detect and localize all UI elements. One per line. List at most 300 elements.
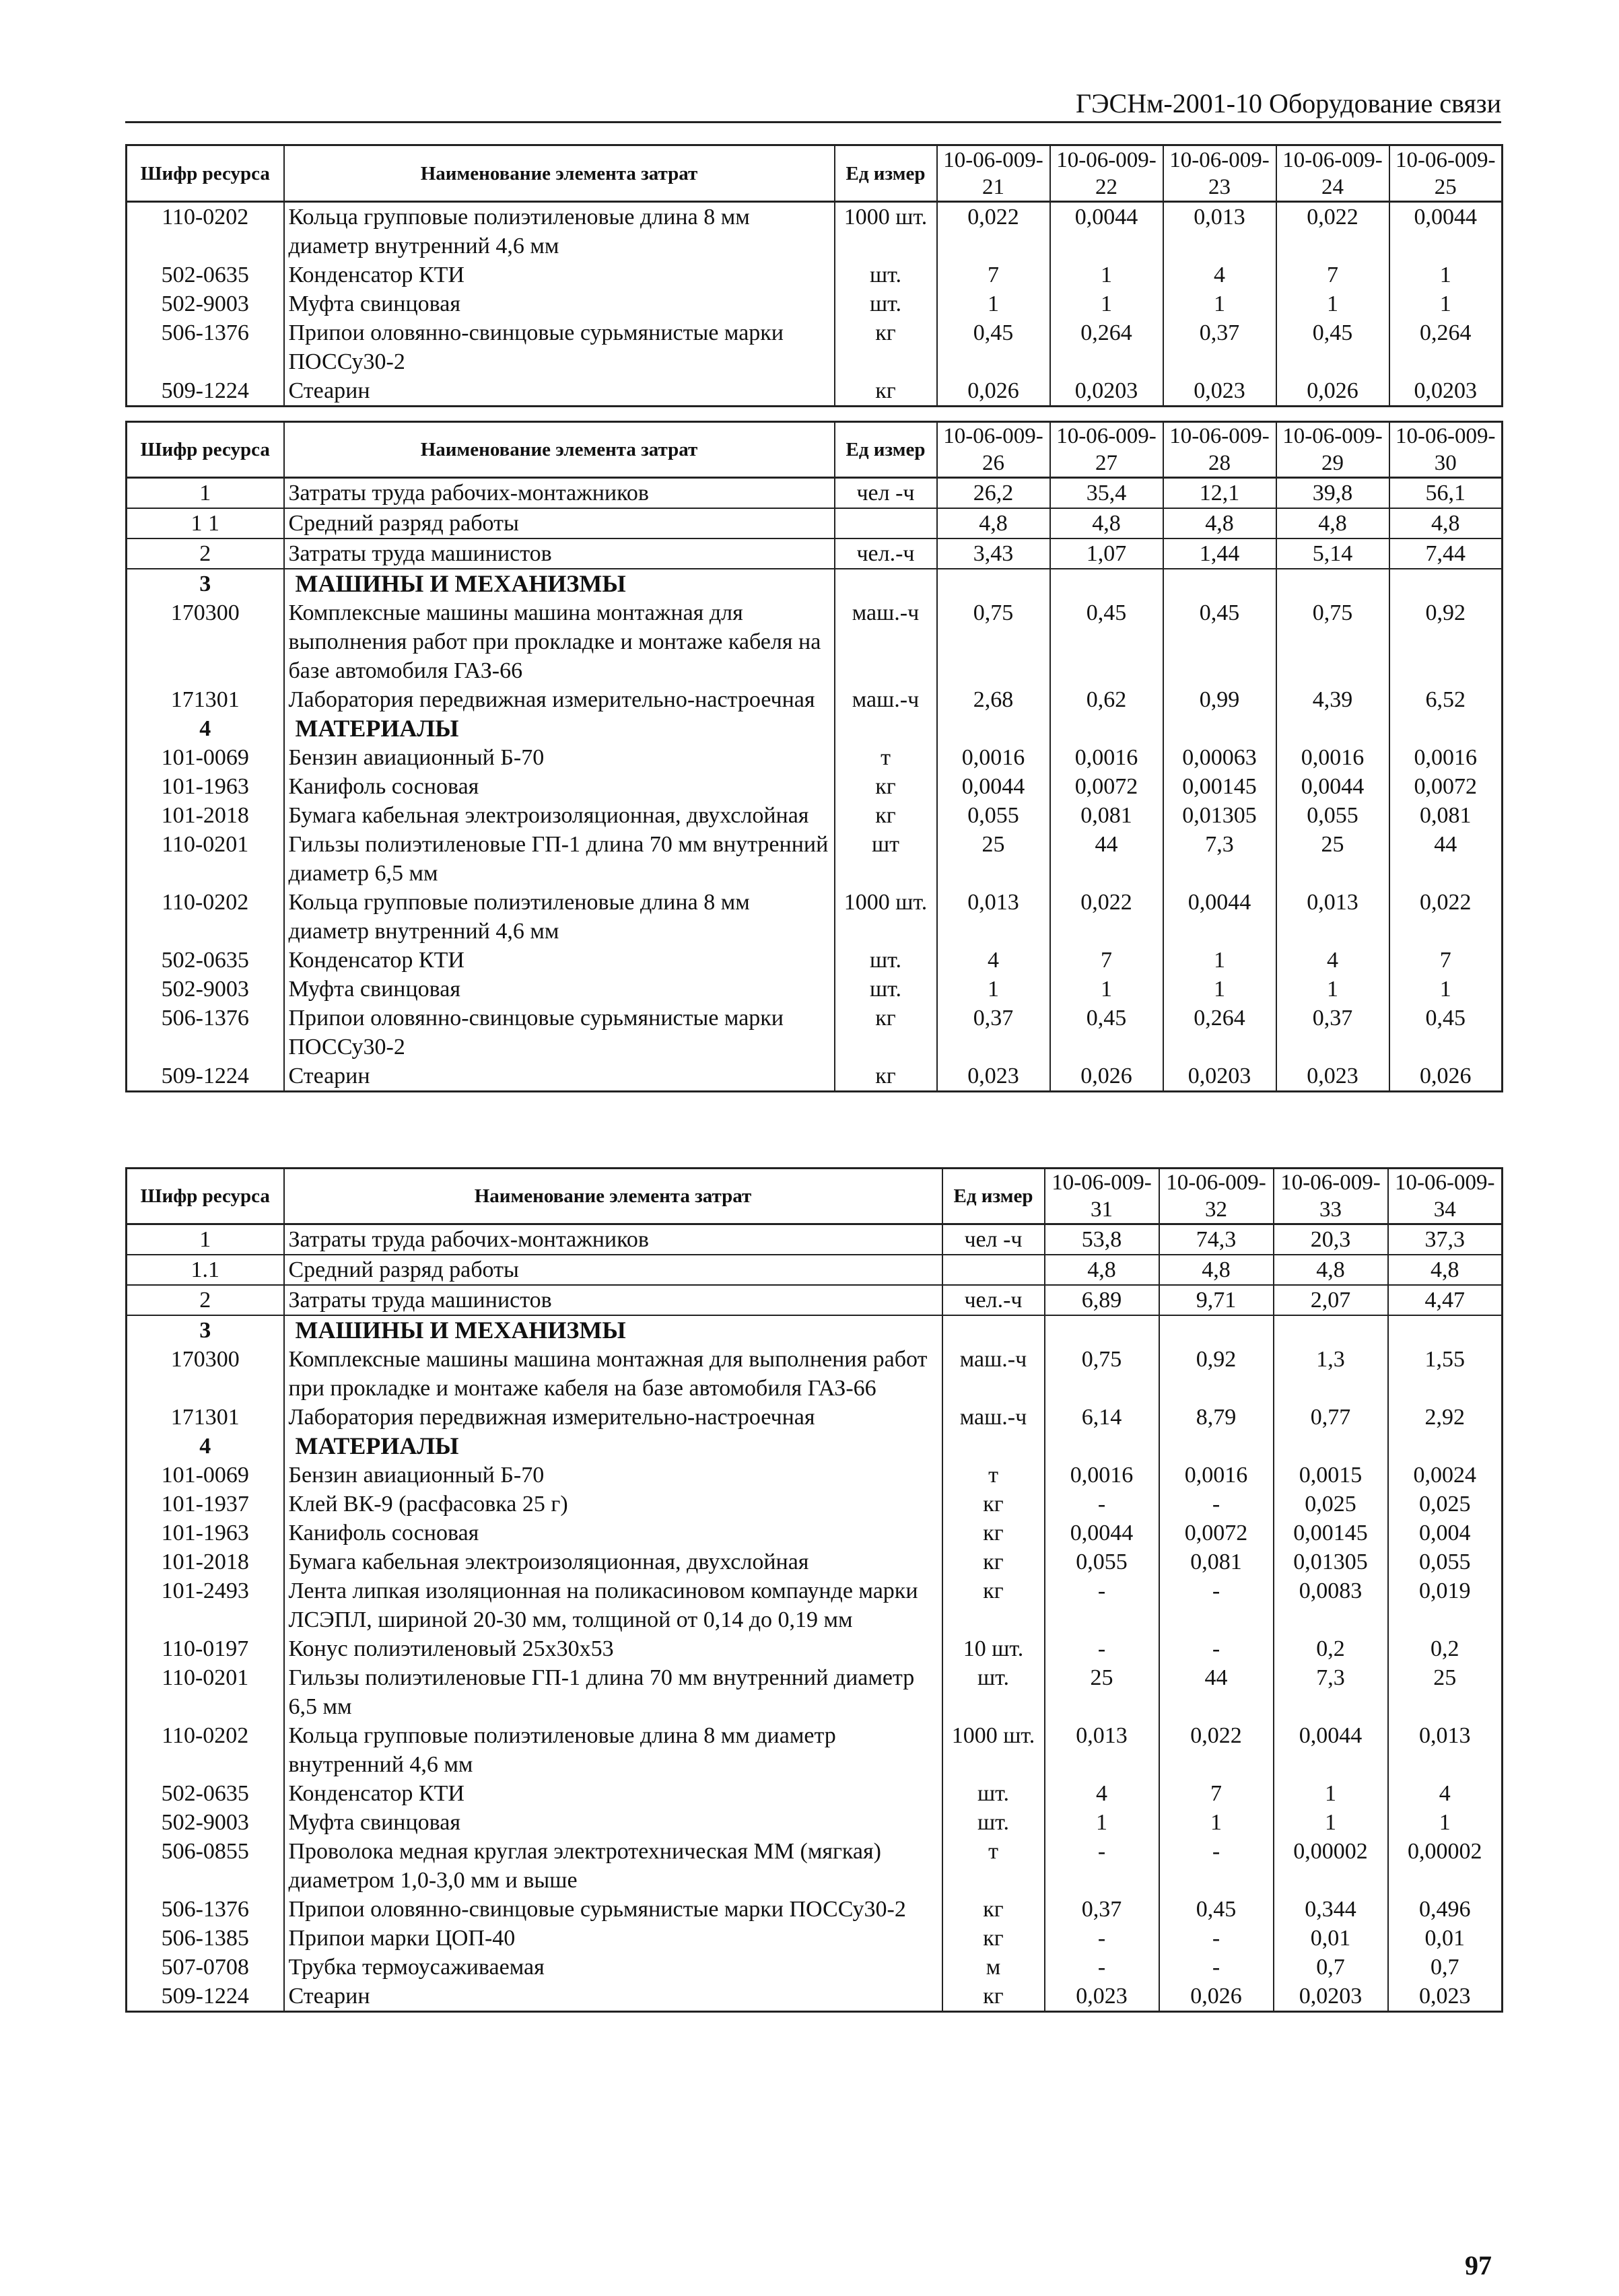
resource-code: 101-1963 <box>127 772 284 801</box>
table-row <box>127 1953 1503 1982</box>
resource-name: Конус полиэтиленовый 25х30х53 <box>284 1634 942 1663</box>
resource-code: 506-1376 <box>127 318 284 376</box>
resource-unit: маш.-ч <box>942 1403 1045 1432</box>
table-row <box>127 946 1503 975</box>
norm-value <box>1389 569 1503 598</box>
column-header-name: Наименование элемента затрат <box>284 422 835 478</box>
resource-unit: кг <box>835 772 937 801</box>
norm-value: 0,45 <box>1050 1004 1163 1062</box>
norm-value: 0,022 <box>1050 888 1163 946</box>
norm-value: 0,081 <box>1159 1547 1274 1576</box>
resource-code: 170300 <box>127 1345 284 1403</box>
resource-name: Канифоль сосновая <box>284 772 835 801</box>
table-row <box>127 260 1503 289</box>
norm-value: 1 <box>1276 289 1389 318</box>
column-header-norm: 10-06-009-23 <box>1163 145 1276 202</box>
norm-value: 1 <box>1389 260 1503 289</box>
norm-value: 0,0203 <box>1050 376 1163 407</box>
resource-unit: кг <box>942 1490 1045 1519</box>
norm-value: 1 <box>1163 975 1276 1004</box>
norm-value: 0,45 <box>937 318 1050 376</box>
norm-value: - <box>1045 1490 1159 1519</box>
norm-value: - <box>1159 1634 1274 1663</box>
resource-name: Средний разряд работы <box>284 1255 942 1285</box>
norm-value: 0,45 <box>1159 1895 1274 1924</box>
table-row <box>127 801 1503 830</box>
resource-unit: кг <box>942 1576 1045 1634</box>
norm-value: 0,00002 <box>1388 1837 1503 1895</box>
resource-unit: м <box>942 1953 1045 1982</box>
table-row <box>127 1808 1503 1837</box>
norm-value: 0,77 <box>1274 1403 1388 1432</box>
norm-value: 0,496 <box>1388 1895 1503 1924</box>
table-row <box>127 1403 1503 1432</box>
resource-name: Клей ВК-9 (расфасовка 25 г) <box>284 1490 942 1519</box>
norm-value <box>1274 1432 1388 1461</box>
norm-value: 0,75 <box>937 598 1050 685</box>
norm-value: 0,01305 <box>1274 1547 1388 1576</box>
resource-code: 1 1 <box>127 508 284 538</box>
norm-value: 0,01 <box>1388 1924 1503 1953</box>
norm-value: - <box>1159 1837 1274 1895</box>
resource-unit: шт. <box>942 1808 1045 1837</box>
resource-unit <box>835 714 937 743</box>
norm-value: 0,023 <box>1388 1982 1503 2012</box>
norm-value: 0,0044 <box>1276 772 1389 801</box>
norm-value: 4,8 <box>1276 508 1389 538</box>
norm-value <box>1163 714 1276 743</box>
resource-code: 507-0708 <box>127 1953 284 1982</box>
column-header-norm: 10-06-009-32 <box>1159 1169 1274 1224</box>
norm-value: 1 <box>1050 289 1163 318</box>
resource-unit: маш.-ч <box>835 598 937 685</box>
norm-value: 0,45 <box>1276 318 1389 376</box>
norm-value: 0,026 <box>1389 1062 1503 1092</box>
resource-name: Затраты труда рабочих-монтажников <box>284 1224 942 1255</box>
resource-unit: 1000 шт. <box>835 888 937 946</box>
resource-name: Припои марки ЦОП-40 <box>284 1924 942 1953</box>
column-header-name: Наименование элемента затрат <box>284 1169 942 1224</box>
resource-unit: шт. <box>835 975 937 1004</box>
norm-value: 0,019 <box>1388 1576 1503 1634</box>
table-row <box>127 1004 1503 1062</box>
norm-value: 0,0015 <box>1274 1461 1388 1490</box>
norm-value: 0,022 <box>1276 202 1389 261</box>
norm-value: 0,0016 <box>937 743 1050 772</box>
norm-value: 4 <box>1163 260 1276 289</box>
resource-unit: т <box>835 743 937 772</box>
norm-value <box>1159 1315 1274 1345</box>
resource-name: Лента липкая изоляционная на поликасиновом компаунде марки ЛСЭПЛ, шириной 20-30 мм, толщиной от 0,14 до 0,19 мм <box>284 1576 942 1634</box>
table-row <box>127 1721 1503 1779</box>
norm-value: 0,45 <box>1050 598 1163 685</box>
resource-name: Канифоль сосновая <box>284 1519 942 1547</box>
table-row <box>127 1255 1503 1285</box>
resource-name: Конденсатор КТИ <box>284 260 835 289</box>
norm-value: 0,344 <box>1274 1895 1388 1924</box>
norm-value: 25 <box>937 830 1050 888</box>
resource-code: 1 <box>127 478 284 509</box>
table-row <box>127 888 1503 946</box>
norm-value: 0,37 <box>1163 318 1276 376</box>
resource-unit: кг <box>835 801 937 830</box>
norm-value: 0,99 <box>1163 685 1276 714</box>
resource-unit: чел -ч <box>835 478 937 509</box>
table-row <box>127 1663 1503 1721</box>
norm-value: 1 <box>1163 946 1276 975</box>
norm-value <box>937 569 1050 598</box>
norm-value: 0,264 <box>1050 318 1163 376</box>
column-header-norm: 10-06-009-25 <box>1389 145 1503 202</box>
table-row <box>127 830 1503 888</box>
resource-unit: шт. <box>942 1779 1045 1808</box>
resource-code: 502-9003 <box>127 975 284 1004</box>
table-row <box>127 1461 1503 1490</box>
resource-code: 170300 <box>127 598 284 685</box>
resource-unit: кг <box>942 1895 1045 1924</box>
resource-name: МАТЕРИАЛЫ <box>284 714 835 743</box>
norm-value: 56,1 <box>1389 478 1503 509</box>
resource-unit: маш.-ч <box>942 1345 1045 1403</box>
norm-value: - <box>1045 1924 1159 1953</box>
table-row <box>127 1982 1503 2012</box>
column-header-norm: 10-06-009-26 <box>937 422 1050 478</box>
resource-name: Гильзы полиэтиленовые ГП-1 длина 70 мм внутренний диаметр 6,5 мм <box>284 1663 942 1721</box>
norm-value: 0,023 <box>937 1062 1050 1092</box>
column-header-norm: 10-06-009-24 <box>1276 145 1389 202</box>
norm-value: 0,01305 <box>1163 801 1276 830</box>
norm-value: 0,0203 <box>1274 1982 1388 2012</box>
table-row <box>127 478 1503 509</box>
table-row <box>127 202 1503 261</box>
column-header-name: Наименование элемента затрат <box>284 145 835 202</box>
resource-code: 509-1224 <box>127 1062 284 1092</box>
norm-value <box>1050 569 1163 598</box>
norm-value: 0,023 <box>1045 1982 1159 2012</box>
norm-value: 4,8 <box>1388 1255 1503 1285</box>
resource-code: 110-0202 <box>127 888 284 946</box>
resource-code: 101-2018 <box>127 1547 284 1576</box>
column-header-unit: Ед измер <box>942 1169 1045 1224</box>
resource-name: Припои оловянно-свинцовые сурьмянистые марки ПОССу30-2 <box>284 1004 835 1062</box>
norm-value: 0,026 <box>1276 376 1389 407</box>
norm-value: 0,081 <box>1389 801 1503 830</box>
resource-name: Бензин авиационный Б-70 <box>284 743 835 772</box>
resource-code: 502-9003 <box>127 1808 284 1837</box>
column-header-norm: 10-06-009-22 <box>1050 145 1163 202</box>
norm-value: 0,7 <box>1274 1953 1388 1982</box>
norm-value: 6,89 <box>1045 1285 1159 1315</box>
resource-name: Бензин авиационный Б-70 <box>284 1461 942 1490</box>
norm-value: 0,2 <box>1388 1634 1503 1663</box>
column-header-unit: Ед измер <box>835 145 937 202</box>
column-header-norm: 10-06-009-30 <box>1389 422 1503 478</box>
resource-name: Проволока медная круглая электротехническая ММ (мягкая) диаметром 1,0-3,0 мм и выше <box>284 1837 942 1895</box>
table-row <box>127 1285 1503 1315</box>
norm-value: 0,0083 <box>1274 1576 1388 1634</box>
norm-value <box>1276 714 1389 743</box>
norm-value: 1 <box>1388 1808 1503 1837</box>
resource-name: Стеарин <box>284 1062 835 1092</box>
resource-code: 502-0635 <box>127 946 284 975</box>
resource-name: Стеарин <box>284 1982 942 2012</box>
column-header-norm: 10-06-009-34 <box>1388 1169 1503 1224</box>
column-header-code: Шифр ресурса <box>127 1169 284 1224</box>
resource-table-3 <box>125 1167 1503 2013</box>
norm-value: 4,8 <box>1389 508 1503 538</box>
norm-value: 1,3 <box>1274 1345 1388 1403</box>
norm-value <box>1389 714 1503 743</box>
table-row <box>127 1924 1503 1953</box>
table-row <box>127 1779 1503 1808</box>
norm-value: - <box>1045 1634 1159 1663</box>
norm-value: 12,1 <box>1163 478 1276 509</box>
resource-code: 509-1224 <box>127 376 284 407</box>
column-header-code: Шифр ресурса <box>127 422 284 478</box>
norm-value: 1 <box>1045 1808 1159 1837</box>
norm-value <box>1045 1432 1159 1461</box>
norm-value: 8,79 <box>1159 1403 1274 1432</box>
norm-value: 44 <box>1389 830 1503 888</box>
resource-code: 101-0069 <box>127 1461 284 1490</box>
resource-unit: кг <box>835 376 937 407</box>
resource-code: 4 <box>127 1432 284 1461</box>
norm-value: 1 <box>1159 1808 1274 1837</box>
norm-value: 39,8 <box>1276 478 1389 509</box>
norm-value: 0,92 <box>1159 1345 1274 1403</box>
norm-value: 0,022 <box>1389 888 1503 946</box>
norm-value: 0,023 <box>1276 1062 1389 1092</box>
table-row <box>127 1576 1503 1634</box>
resource-name: Затраты труда рабочих-монтажников <box>284 478 835 509</box>
table-row <box>127 598 1503 685</box>
resource-code: 101-2493 <box>127 1576 284 1634</box>
norm-value: 0,75 <box>1045 1345 1159 1403</box>
norm-value: 1 <box>1274 1808 1388 1837</box>
resource-name: Конденсатор КТИ <box>284 1779 942 1808</box>
norm-value: 6,52 <box>1389 685 1503 714</box>
resource-name: Затраты труда машинистов <box>284 1285 942 1315</box>
norm-value: - <box>1159 1576 1274 1634</box>
norm-value: 0,0044 <box>937 772 1050 801</box>
norm-value: 0,0016 <box>1045 1461 1159 1490</box>
resource-name: Гильзы полиэтиленовые ГП-1 длина 70 мм внутренний диаметр 6,5 мм <box>284 830 835 888</box>
norm-value: 0,37 <box>937 1004 1050 1062</box>
norm-value: 7,3 <box>1163 830 1276 888</box>
norm-value: 0,023 <box>1163 376 1276 407</box>
resource-unit <box>835 508 937 538</box>
norm-value: 0,75 <box>1276 598 1389 685</box>
resource-name: Бумага кабельная электроизоляционная, двухслойная <box>284 1547 942 1576</box>
resource-name: Лаборатория передвижная измерительно-настроечная <box>284 1403 942 1432</box>
resource-name: Припои оловянно-свинцовые сурьмянистые марки ПОССу30-2 <box>284 1895 942 1924</box>
table-row <box>127 714 1503 743</box>
page-header <box>125 83 1501 123</box>
norm-value: 0,004 <box>1388 1519 1503 1547</box>
resource-unit: кг <box>835 318 937 376</box>
resource-unit: шт. <box>942 1663 1045 1721</box>
resource-code: 506-0855 <box>127 1837 284 1895</box>
norm-value: 9,71 <box>1159 1285 1274 1315</box>
norm-value: 0,62 <box>1050 685 1163 714</box>
column-header-norm: 10-06-009-33 <box>1274 1169 1388 1224</box>
resource-name: Муфта свинцовая <box>284 289 835 318</box>
resource-code: 101-2018 <box>127 801 284 830</box>
resource-code: 110-0202 <box>127 202 284 261</box>
column-header-unit: Ед измер <box>835 422 937 478</box>
norm-value: 0,025 <box>1274 1490 1388 1519</box>
resource-code: 506-1376 <box>127 1895 284 1924</box>
resource-unit: шт. <box>835 289 937 318</box>
resource-name: МАШИНЫ И МЕХАНИЗМЫ <box>284 1315 942 1345</box>
norm-value: 0,0016 <box>1389 743 1503 772</box>
norm-value: 25 <box>1388 1663 1503 1721</box>
column-header-norm: 10-06-009-31 <box>1045 1169 1159 1224</box>
norm-value: 0,026 <box>1050 1062 1163 1092</box>
norm-value: 0,013 <box>1276 888 1389 946</box>
norm-value: 0,055 <box>1388 1547 1503 1576</box>
norm-value: 7 <box>1276 260 1389 289</box>
table-row <box>127 772 1503 801</box>
resource-code: 110-0197 <box>127 1634 284 1663</box>
norm-value: 1 <box>1050 975 1163 1004</box>
resource-code: 3 <box>127 569 284 598</box>
resource-unit <box>942 1255 1045 1285</box>
norm-value: 3,43 <box>937 538 1050 569</box>
norm-value: 0,0072 <box>1050 772 1163 801</box>
norm-value: 4,8 <box>1159 1255 1274 1285</box>
norm-value: 20,3 <box>1274 1224 1388 1255</box>
resource-unit: 10 шт. <box>942 1634 1045 1663</box>
norm-value <box>1274 1315 1388 1345</box>
page-number: 97 <box>1465 2250 1492 2281</box>
norm-value: 0,055 <box>1276 801 1389 830</box>
norm-value: 7 <box>1050 946 1163 975</box>
column-header-norm: 10-06-009-29 <box>1276 422 1389 478</box>
resource-code: 1.1 <box>127 1255 284 1285</box>
norm-value: 0,0203 <box>1389 376 1503 407</box>
resource-code: 506-1385 <box>127 1924 284 1953</box>
resource-code: 509-1224 <box>127 1982 284 2012</box>
norm-value: 2,07 <box>1274 1285 1388 1315</box>
norm-value: 0,2 <box>1274 1634 1388 1663</box>
norm-value: 0,022 <box>1159 1721 1274 1779</box>
table-row <box>127 1490 1503 1519</box>
resource-name: Припои оловянно-свинцовые сурьмянистые марки ПОССу30-2 <box>284 318 835 376</box>
table-row <box>127 1837 1503 1895</box>
norm-value: 25 <box>1276 830 1389 888</box>
resource-unit: кг <box>835 1062 937 1092</box>
norm-value: 4,8 <box>1163 508 1276 538</box>
norm-value: 0,013 <box>1045 1721 1159 1779</box>
norm-value: - <box>1159 1924 1274 1953</box>
norm-value: 7 <box>1389 946 1503 975</box>
norm-value: 0,013 <box>1163 202 1276 261</box>
norm-value: 44 <box>1159 1663 1274 1721</box>
resource-name: Комплексные машины машина монтажная для выполнения работ при прокладке и монтаже кабеля на базе автомобиля ГАЗ-66 <box>284 1345 942 1403</box>
table-row <box>127 1895 1503 1924</box>
norm-value: - <box>1045 1576 1159 1634</box>
resource-name: Трубка термоусаживаемая <box>284 1953 942 1982</box>
resource-name: Комплексные машины машина монтажная для выполнения работ при прокладке и монтаже кабеля на базе автомобиля ГАЗ-66 <box>284 598 835 685</box>
norm-value: 0,0016 <box>1050 743 1163 772</box>
norm-value: 0,45 <box>1163 598 1276 685</box>
resource-unit: кг <box>942 1924 1045 1953</box>
norm-value: 4,8 <box>1274 1255 1388 1285</box>
resource-name: МАТЕРИАЛЫ <box>284 1432 942 1461</box>
norm-value: 0,37 <box>1276 1004 1389 1062</box>
resource-unit: шт. <box>835 946 937 975</box>
norm-value: 35,4 <box>1050 478 1163 509</box>
norm-value: 1 <box>937 975 1050 1004</box>
norm-value: 0,0072 <box>1159 1519 1274 1547</box>
norm-value: 0,026 <box>937 376 1050 407</box>
norm-value: 1 <box>1274 1779 1388 1808</box>
table-row <box>127 1345 1503 1403</box>
norm-value <box>1159 1432 1274 1461</box>
norm-value: 5,14 <box>1276 538 1389 569</box>
resource-code: 502-9003 <box>127 289 284 318</box>
norm-value: 1 <box>1389 289 1503 318</box>
norm-value: 0,0044 <box>1274 1721 1388 1779</box>
norm-value: - <box>1045 1953 1159 1982</box>
norm-value: 0,0044 <box>1050 202 1163 261</box>
resource-unit: т <box>942 1461 1045 1490</box>
resource-name: МАШИНЫ И МЕХАНИЗМЫ <box>284 569 835 598</box>
table-row <box>127 1634 1503 1663</box>
resource-unit: шт. <box>835 260 937 289</box>
resource-name: Затраты труда машинистов <box>284 538 835 569</box>
norm-value: - <box>1045 1837 1159 1895</box>
table-row <box>127 538 1503 569</box>
norm-value <box>1050 714 1163 743</box>
table-row <box>127 1519 1503 1547</box>
norm-value: - <box>1159 1490 1274 1519</box>
norm-value: 1 <box>1050 260 1163 289</box>
resource-unit: чел -ч <box>942 1224 1045 1255</box>
resource-code: 101-1963 <box>127 1519 284 1547</box>
norm-value: 25 <box>1045 1663 1159 1721</box>
norm-value: 53,8 <box>1045 1224 1159 1255</box>
norm-value: 0,45 <box>1389 1004 1503 1062</box>
column-header-code: Шифр ресурса <box>127 145 284 202</box>
norm-value: 2,68 <box>937 685 1050 714</box>
resource-name: Муфта свинцовая <box>284 1808 942 1837</box>
norm-value: 4 <box>1045 1779 1159 1808</box>
resource-code: 2 <box>127 538 284 569</box>
norm-value <box>1388 1315 1503 1345</box>
resource-unit <box>942 1315 1045 1345</box>
resource-name: Муфта свинцовая <box>284 975 835 1004</box>
norm-value: 7,3 <box>1274 1663 1388 1721</box>
norm-value: 1 <box>1276 975 1389 1004</box>
norm-value: 0,264 <box>1389 318 1503 376</box>
norm-value: 0,0044 <box>1389 202 1503 261</box>
norm-value: 0,026 <box>1159 1982 1274 2012</box>
resource-code: 171301 <box>127 685 284 714</box>
resource-code: 2 <box>127 1285 284 1315</box>
resource-unit: 1000 шт. <box>835 202 937 261</box>
norm-value: 0,013 <box>937 888 1050 946</box>
norm-value <box>1388 1432 1503 1461</box>
norm-value: 0,055 <box>1045 1547 1159 1576</box>
norm-value: 0,01 <box>1274 1924 1388 1953</box>
norm-value: 0,0016 <box>1276 743 1389 772</box>
resource-code: 502-0635 <box>127 260 284 289</box>
norm-value: 26,2 <box>937 478 1050 509</box>
resource-name: Лаборатория передвижная измерительно-настроечная <box>284 685 835 714</box>
resource-unit: т <box>942 1837 1045 1895</box>
